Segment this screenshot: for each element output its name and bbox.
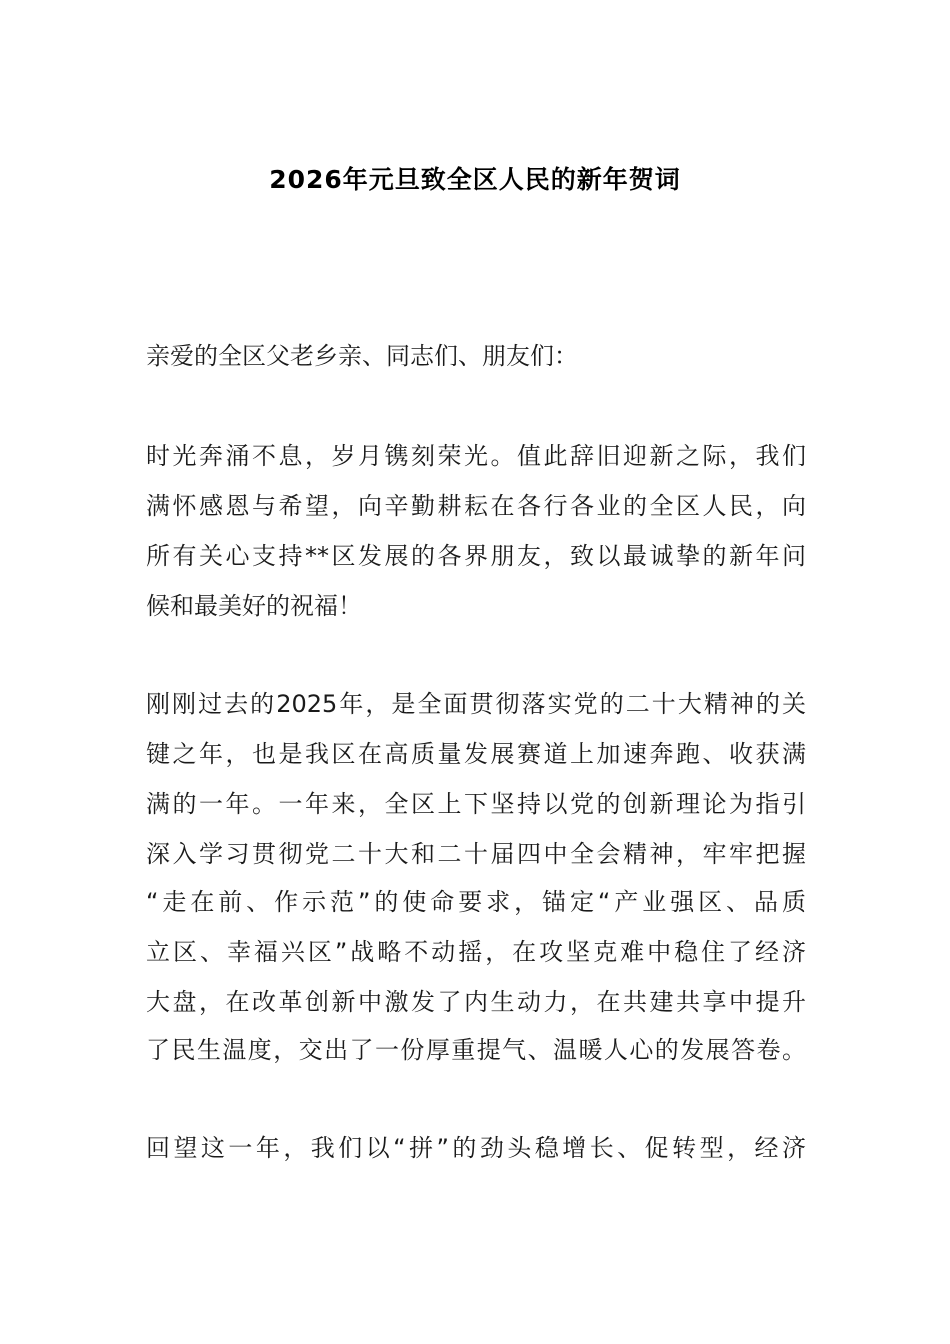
paragraph-line: 回望这一年，我们以“拼”的劲头稳增长、促转型，经济 (146, 1134, 806, 1162)
paragraph-line: 时光奔涌不息，岁月镌刻荣光。值此辞旧迎新之际，我们 (146, 442, 806, 470)
paragraph-line: 满的一年。一年来，全区上下坚持以党的创新理论为指引 (146, 790, 806, 818)
paragraph-line: 刚刚过去的2025年，是全面贯彻落实党的二十大精神的关 (146, 690, 806, 718)
paragraph-line: 深入学习贯彻党二十大和二十届四中全会精神，牢牢把握 (146, 840, 806, 868)
paragraph-line: 所有关心支持**区发展的各界朋友，致以最诚挚的新年问 (146, 542, 806, 570)
document-title: 2026年元旦致全区人民的新年贺词 (269, 165, 681, 194)
paragraph-line: 了民生温度，交出了一份厚重提气、温暖人心的发展答卷。 (146, 1036, 806, 1064)
paragraph-line: 候和最美好的祝福！ (146, 592, 362, 620)
paragraph-line: 大盘，在改革创新中激发了内生动力，在共建共享中提升 (146, 988, 806, 1016)
paragraph-line: 立区、幸福兴区”战略不动摇，在攻坚克难中稳住了经济 (146, 938, 806, 966)
salutation: 亲爱的全区父老乡亲、同志们、朋友们： (146, 342, 578, 370)
paragraph-line: “走在前、作示范”的使命要求，锚定“产业强区、品质 (146, 888, 806, 916)
paragraph-line: 满怀感恩与希望，向辛勤耕耘在各行各业的全区人民，向 (146, 492, 806, 520)
paragraph-line: 键之年，也是我区在高质量发展赛道上加速奔跑、收获满 (146, 740, 806, 768)
